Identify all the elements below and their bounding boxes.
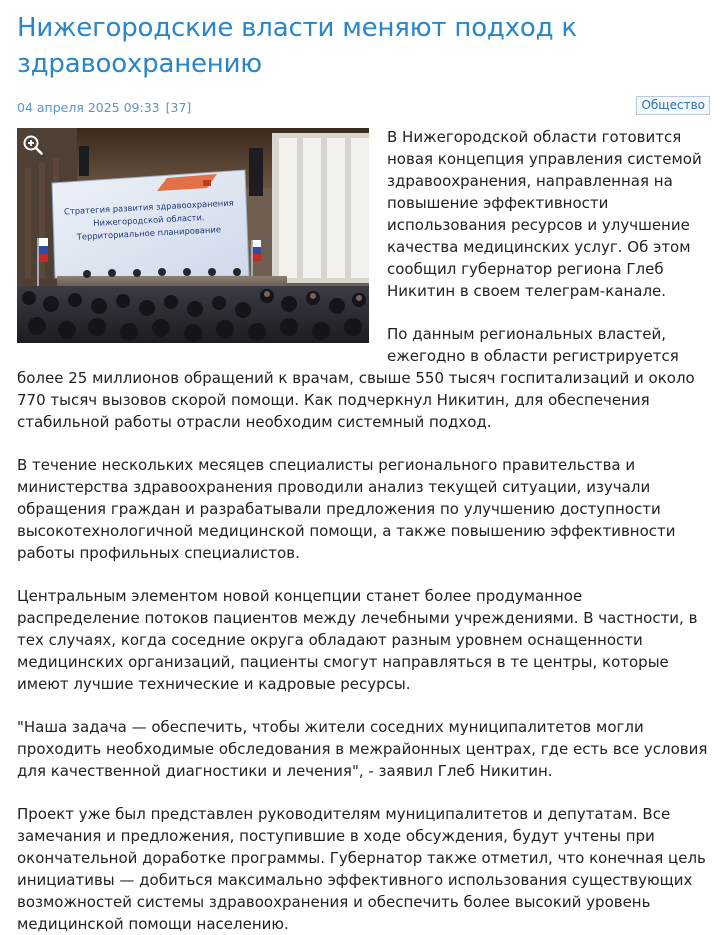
view-count: [37]	[165, 100, 192, 115]
slide-line-1: Стратегия развития здравоохранения	[63, 197, 234, 217]
zoom-in-icon[interactable]	[22, 134, 44, 156]
publish-date	[17, 100, 191, 115]
article-paragraph-4: Центральным элементом новой концепции станет более продуманное распределение потоков пациентов между лечебными учреждениями. В частности, в тех случаях, когда соседние округа обладают разным уровнем оснащенности медицинских организаций, пациенты смогут направляться в те центры, которые имеют лучшие технические и кадровые ресурсы.	[17, 587, 698, 693]
publish-date-text: 04 апреля 2025 09:33	[17, 100, 160, 115]
article-quote: "Наша задача — обеспечить, чтобы жители соседних муниципалитетов могли проходить необходимые обследования в межрайонных центрах, где есть все условия для качественной диагностики и лечения", - заявил Глеб Никитин.	[17, 718, 708, 780]
article-body	[17, 126, 708, 935]
article-paragraph-6: Проект уже был представлен руководителям муниципалитетов и депутатам. Все замечания и предложения, поступившие в ходе обсуждения, будут учтены при окончательной доработке программы. Губернатор также отметил, что конечная цель инициативы — добиться максимально эффективного использования существующих возможностей системы здравоохранения и обеспечить более высокий уровень медицинской помощи населению.	[17, 805, 706, 933]
category-tag[interactable]: Общество	[636, 96, 710, 115]
article-paragraph-3: В течение нескольких месяцев специалисты регионального правительства и министерства здравоохранения проводили анализ текущей ситуации, изучали обращения граждан и разрабатывали предложения по улучшению доступности высокотехнологичной медицинской помощи, а также повышению эффективности работы профильных специалистов.	[17, 456, 676, 562]
article-photo[interactable]	[17, 128, 369, 343]
conference-photo-illustration	[17, 128, 369, 343]
slide-line-2: Нижегородской области.	[92, 212, 205, 228]
article-paragraph-1: В Нижегородской области готовится новая концепция управления системой здравоохранения, направленная на повышение эффективности использования ресурсов и улучшение качества медицинских услуг. Об этом сообщил губернатор региона Глеб Никитин в своем телеграм-канале.	[387, 128, 702, 300]
article-title: Нижегородские власти меняют подход к здравоохранению	[17, 13, 577, 79]
article-meta	[17, 96, 708, 120]
slide-line-3: Территориальное планирование	[76, 224, 222, 242]
article-paragraph-2: По данным региональных властей, ежегодно в области регистрируется более 25 миллионов обращений к врачам, свыше 550 тысяч госпитализаций и около 770 тысяч вызовов скорой помощи. Как подчеркнул Никитин, для обеспечения стабильной работы отрасли необходим системный подход.	[17, 325, 695, 431]
